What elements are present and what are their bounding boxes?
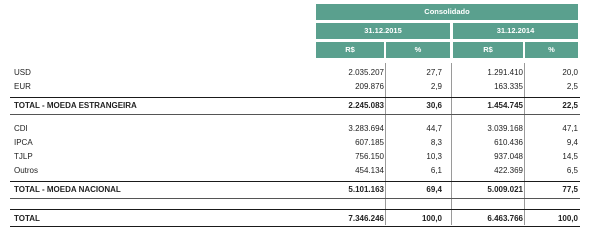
column-separator: [451, 63, 452, 225]
row-divider: [10, 97, 580, 98]
pct-2015: 69,4: [426, 185, 442, 194]
value-2014: 937.048: [494, 152, 523, 161]
row-divider: [10, 181, 580, 182]
value-2015: 5.101.163: [348, 185, 384, 194]
pct-2015: 6,1: [430, 166, 442, 175]
value-2014: 163.335: [494, 82, 523, 91]
pct-2014: 77,5: [562, 185, 578, 194]
row-label: TOTAL - MOEDA NACIONAL: [14, 185, 121, 194]
value-2015: 3.283.694: [348, 124, 384, 133]
pct-2015: 10,3: [426, 152, 442, 161]
value-2015: 2.245.083: [348, 101, 384, 110]
row-label: CDI: [14, 124, 28, 133]
row-label: IPCA: [14, 138, 33, 147]
pct-2015: 2,9: [430, 82, 442, 91]
row-label: USD: [14, 68, 31, 77]
pct-2015-header: %: [386, 42, 450, 58]
row-label: Outros: [14, 166, 39, 175]
rs-2015-header: R$: [316, 42, 384, 58]
pct-2015: 27,7: [426, 68, 442, 77]
value-2015: 209.876: [355, 82, 384, 91]
row-divider: [10, 114, 580, 115]
value-2015: 454.134: [355, 166, 384, 175]
rs-2014-header: R$: [453, 42, 523, 58]
value-2014: 1.291.410: [487, 68, 523, 77]
pct-2014: 14,5: [562, 152, 578, 161]
pct-2014: 2,5: [566, 82, 578, 91]
value-2014: 422.369: [494, 166, 523, 175]
consolidado-header: Consolidado: [316, 4, 578, 20]
pct-2014-header: %: [525, 42, 578, 58]
date-2015-header: 31.12.2015: [316, 23, 450, 39]
row-divider: [10, 198, 580, 199]
pct-2015: 44,7: [426, 124, 442, 133]
row-label: TJLP: [14, 152, 33, 161]
row-label: TOTAL - MOEDA ESTRANGEIRA: [14, 101, 137, 110]
pct-2014: 47,1: [562, 124, 578, 133]
value-2015: 607.185: [355, 138, 384, 147]
pct-2014: 9,4: [566, 138, 578, 147]
pct-2014: 100,0: [557, 214, 578, 223]
pct-2014: 22,5: [562, 101, 578, 110]
value-2015: 756.150: [355, 152, 384, 161]
value-2015: 7.346.246: [348, 214, 384, 223]
value-2015: 2.035.207: [348, 68, 384, 77]
value-2014: 1.454.745: [487, 101, 523, 110]
pct-2015: 100,0: [421, 214, 442, 223]
row-divider: [10, 209, 580, 210]
pct-2015: 30,6: [426, 101, 442, 110]
pct-2014: 6,5: [566, 166, 578, 175]
table-bottom-border: [10, 226, 580, 227]
pct-2015: 8,3: [430, 138, 442, 147]
row-label: TOTAL: [14, 214, 40, 223]
value-2014: 6.463.766: [487, 214, 523, 223]
value-2014: 3.039.168: [487, 124, 523, 133]
date-2014-header: 31.12.2014: [453, 23, 578, 39]
column-separator: [524, 63, 525, 225]
value-2014: 5.009.021: [487, 185, 523, 194]
value-2014: 610.436: [494, 138, 523, 147]
pct-2014: 20,0: [562, 68, 578, 77]
row-label: EUR: [14, 82, 31, 91]
